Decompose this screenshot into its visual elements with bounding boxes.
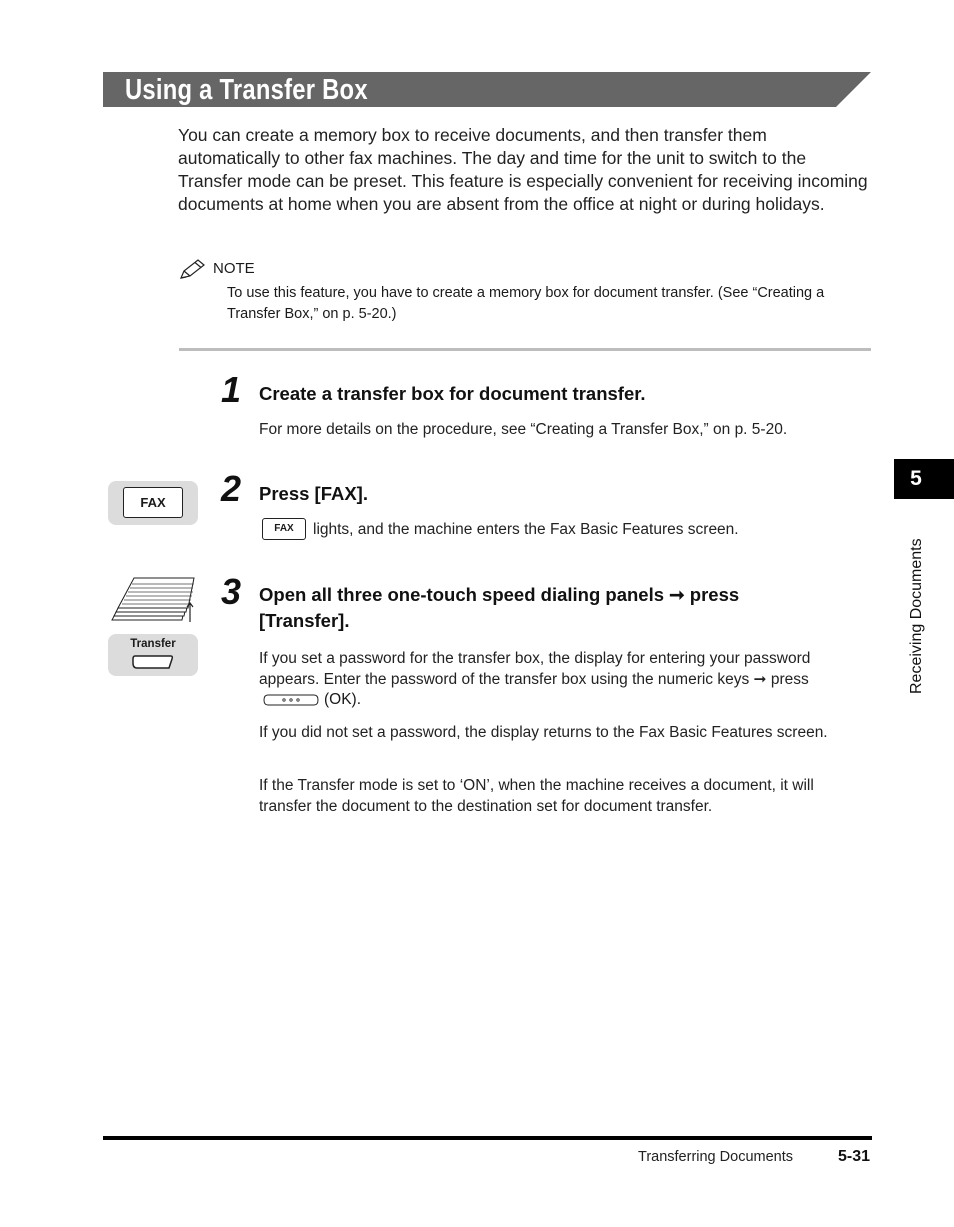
chapter-tab: [894, 459, 954, 499]
step-description: lights, and the machine enters the Fax Basic Features screen.: [313, 521, 739, 538]
step-title: Create a transfer box for document transfer.: [259, 383, 646, 404]
step-description: If the Transfer mode is set to ‘ON’, when the machine receives a document, it will transfer the document to the destination set for document transfer.: [259, 777, 814, 815]
page-number: 5-31: [838, 1148, 871, 1165]
note-label: NOTE: [213, 260, 255, 277]
section-divider: [179, 348, 871, 351]
step-number: 3: [221, 571, 242, 612]
fax-key-label: FAX: [123, 487, 183, 518]
step-title-line: Open all three one-touch speed dialing panels ➞ press: [259, 584, 740, 605]
step-description-end: (OK).: [324, 691, 362, 708]
step-description: If you did not set a password, the display returns to the Fax Basic Features screen.: [259, 724, 828, 741]
step-description: For more details on the procedure, see “Creating a Transfer Box,” on p. 5-20.: [259, 421, 788, 438]
step-title: [259, 582, 859, 634]
step-description: If you set a password for the transfer box, the display for entering your password appears. Enter the password of the transfer box using the numeric keys ➞ press: [259, 650, 811, 688]
transfer-key-illustration: [108, 634, 198, 676]
step-number: 2: [221, 468, 242, 509]
intro-paragraph: You can create a memory box to receive documents, and then transfer them automatically to other fax machines. The day and time for the unit to switch to the Transfer mode can be preset. This feature is especially convenient for receiving incoming documents at home when you are absent from the office at night or during holidays.: [178, 125, 868, 214]
fax-key-inline-icon: FAX: [262, 518, 306, 540]
chapter-number: 5: [910, 467, 922, 490]
step-title: Press [FAX].: [259, 483, 368, 504]
fax-key-illustration: [108, 481, 198, 525]
step-number: 1: [221, 369, 242, 410]
step-title-line: [Transfer].: [259, 610, 350, 631]
note-text: To use this feature, you have to create a memory box for document transfer. (See “Creating a Transfer Box,” on p. 5-20.): [227, 285, 825, 322]
chapter-side-label: Receiving Documents: [908, 538, 925, 694]
pencil-icon: [179, 258, 207, 285]
footer-rule: [103, 1136, 872, 1140]
footer-section-title: Transferring Documents: [638, 1149, 793, 1165]
one-touch-panels-icon: [110, 576, 198, 637]
transfer-key-label: Transfer: [130, 638, 176, 650]
ok-key-icon: [262, 693, 320, 712]
page-title: Using a Transfer Box: [125, 74, 368, 106]
